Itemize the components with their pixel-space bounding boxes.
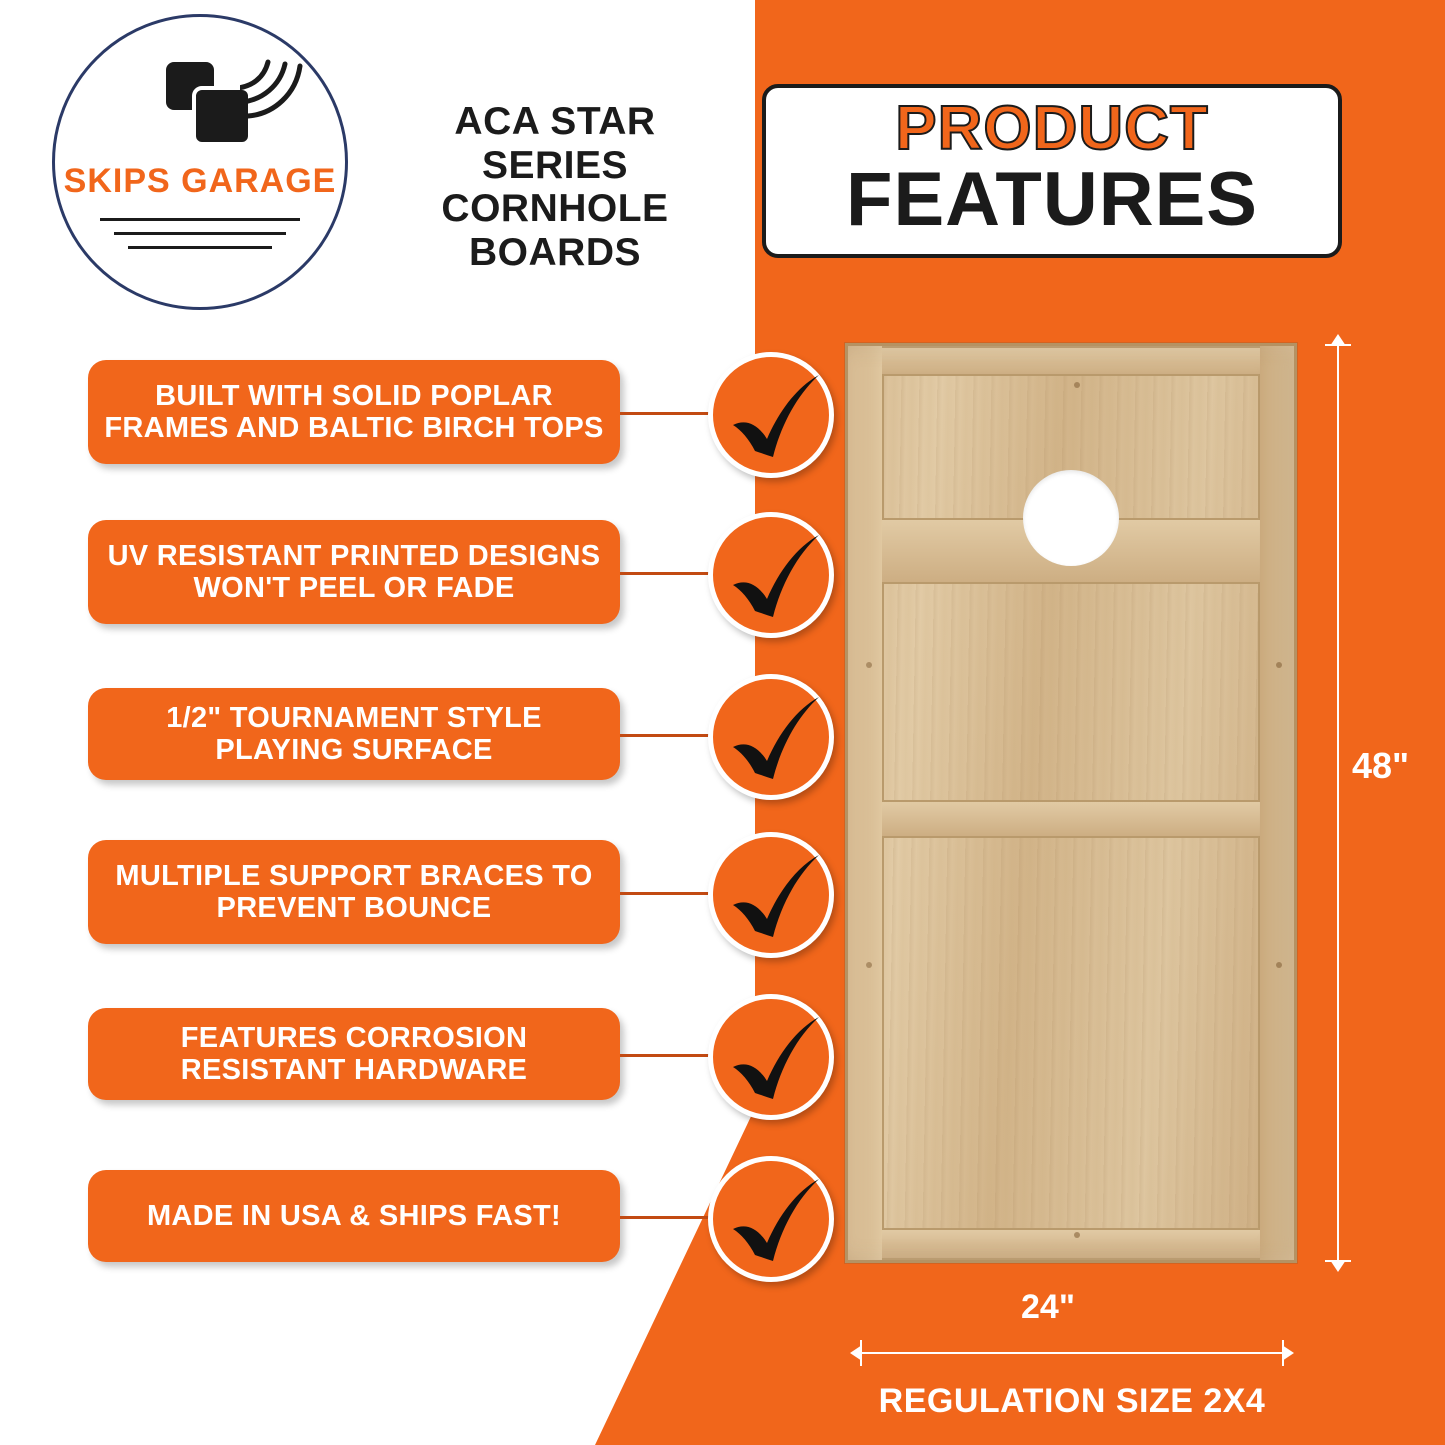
feature-row xyxy=(88,358,828,488)
check-icon xyxy=(708,674,834,800)
check-icon xyxy=(708,1156,834,1282)
dimension-cap-bottom xyxy=(1325,1260,1351,1262)
dimension-label-height: 48" xyxy=(1352,745,1410,786)
check-icon xyxy=(708,994,834,1120)
header-line-features: FEATURES xyxy=(846,157,1258,242)
dimension-line-height xyxy=(1337,344,1339,1262)
feature-label-pill: MADE IN USA & SHIPS FAST! xyxy=(88,1170,620,1262)
logo-rule-1 xyxy=(100,218,300,221)
feature-row xyxy=(88,1162,828,1292)
dimension-cap-right xyxy=(1282,1340,1284,1366)
feature-label-pill: UV RESISTANT PRINTED DESIGNS WON'T PEEL OR FADE xyxy=(88,520,620,624)
product-features-header xyxy=(762,84,1342,258)
feature-row xyxy=(88,1000,828,1130)
screw-icon xyxy=(1074,1232,1080,1238)
board-rail-left xyxy=(848,346,884,1260)
logo-wordmark: SKIPS GARAGE xyxy=(63,162,337,200)
screw-icon xyxy=(866,962,872,968)
motion-lines-icon xyxy=(240,58,310,128)
screw-icon xyxy=(1276,662,1282,668)
check-icon xyxy=(708,832,834,958)
screw-icon xyxy=(866,662,872,668)
board-brace-top xyxy=(882,346,1260,376)
cornhole-hole xyxy=(1023,470,1119,566)
feature-row xyxy=(88,518,828,648)
dimension-line-width xyxy=(860,1352,1284,1354)
board-brace-bottom xyxy=(882,1228,1260,1260)
cornhole-board-illustration xyxy=(845,343,1297,1263)
brand-logo xyxy=(52,14,352,314)
regulation-size-caption: REGULATION SIZE 2X4 xyxy=(878,1382,1266,1420)
logo-rule-2 xyxy=(114,232,286,235)
board-brace-middle-lower xyxy=(882,800,1260,838)
check-icon xyxy=(708,352,834,478)
feature-label-pill: 1/2" TOURNAMENT STYLE PLAYING SURFACE xyxy=(88,688,620,780)
feature-row xyxy=(88,838,828,968)
board-rail-right xyxy=(1258,346,1294,1260)
feature-label-pill: MULTIPLE SUPPORT BRACES TO PREVENT BOUNCE xyxy=(88,840,620,944)
header-line-product: PRODUCT xyxy=(895,94,1209,163)
feature-label-pill: FEATURES CORROSION RESISTANT HARDWARE xyxy=(88,1008,620,1100)
logo-rule-3 xyxy=(128,246,272,249)
check-icon xyxy=(708,512,834,638)
screw-icon xyxy=(1074,382,1080,388)
screw-icon xyxy=(1276,962,1282,968)
product-title: ACA STAR SERIES CORNHOLE BOARDS xyxy=(441,100,669,275)
feature-label-pill: BUILT WITH SOLID POPLAR FRAMES AND BALTIC BIRCH TOPS xyxy=(88,360,620,464)
dimension-label-width: 24" xyxy=(1021,1288,1075,1326)
feature-row xyxy=(88,680,828,810)
